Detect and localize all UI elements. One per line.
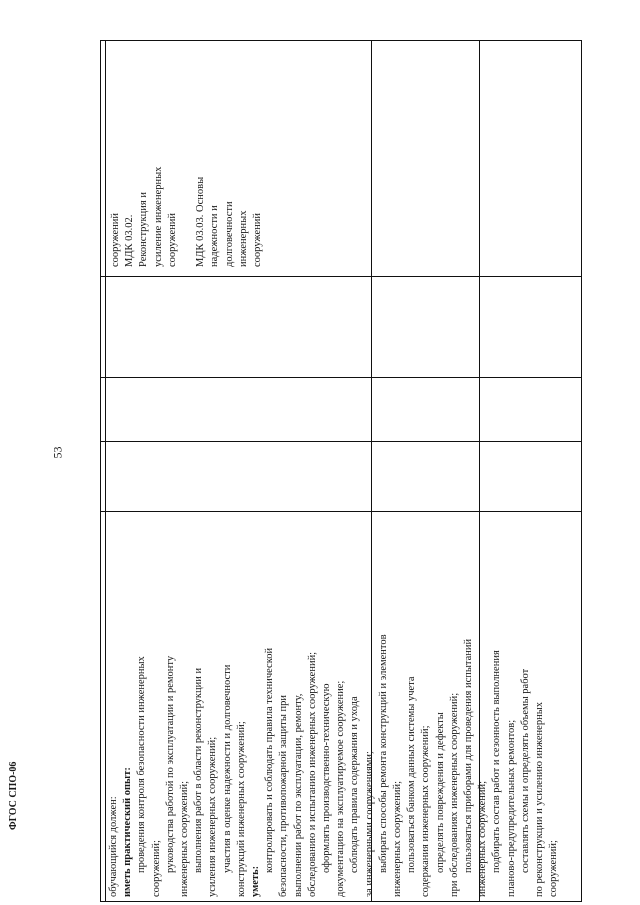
skill-line: участия в оценке надежности и долговечности: [221, 664, 233, 873]
courses-cell: [109, 167, 265, 267]
course-line: сооружений: [252, 212, 264, 267]
skill-line: при обследованиях инженерных сооружений;: [448, 692, 460, 897]
course-line: МДК 03.02.: [124, 214, 136, 267]
skill-line: контролировать и соблюдать правила технической: [264, 647, 276, 873]
skill-line: сооружений;: [150, 840, 162, 897]
skill-line: уметь:: [250, 865, 262, 897]
skills-cell: [107, 634, 562, 897]
skill-line: обучающийся должен:: [108, 796, 119, 897]
skill-line: соблюдать правила содержания и ухода: [349, 696, 361, 873]
skill-line: инженерных сооружений;: [179, 780, 191, 897]
skill-line: инженерных сооружений;: [392, 780, 404, 897]
skill-line: сооружений;: [548, 840, 560, 897]
skill-line: усиления инженерных сооружений;: [207, 736, 219, 897]
course-line: сооружений: [110, 212, 121, 267]
skill-line: содержания инженерных сооружений;: [420, 725, 432, 897]
skill-line: оформлять производственно-техническую: [321, 683, 333, 873]
page-number: 53: [50, 446, 65, 459]
skill-line: безопасности, противопожарной защиты при: [278, 695, 290, 897]
course-line: сооружений: [166, 212, 178, 267]
skill-line: руководства работой по эксплуатации и ремонту: [164, 655, 176, 873]
course-line: долговечности: [223, 201, 235, 267]
skill-line: выполнения работ в области реконструкции и: [193, 667, 205, 873]
course-line: надежности и: [209, 205, 221, 267]
course-line: усиление инженерных: [152, 166, 164, 267]
row-divider: [101, 511, 581, 512]
skill-line: пользоваться банком данных системы учета: [406, 676, 418, 873]
skill-line: иметь практический опыт:: [122, 767, 134, 897]
document-footer: ФГОС СПО-06: [8, 761, 19, 830]
skill-line: по реконструкции и усилению инженерных: [534, 701, 546, 897]
skill-line: подбирать состав работ и сезонность выполнения: [491, 650, 503, 873]
skill-line: выбирать способы ремонта конструкций и элементов: [377, 634, 389, 873]
skill-line: за инженерными сооружениями;: [363, 751, 375, 897]
row-divider: [101, 377, 581, 378]
skill-line: документацию на эксплуатируемое сооружение;: [335, 680, 347, 897]
skill-line: определять повреждения и дефекты: [434, 712, 446, 873]
skill-line: обследованию и испытанию инженерных сооружений;: [306, 651, 318, 897]
skill-line: пользоваться приборами для проведения испытаний: [463, 638, 475, 873]
course-line: МДК 03.03. Основы: [195, 176, 207, 267]
curriculum-table: [100, 40, 582, 902]
skill-line: составлять схемы и определять объемы работ: [519, 668, 531, 873]
column-divider: [105, 41, 106, 901]
course-line: [180, 167, 194, 267]
skill-line: инженерных сооружений;: [477, 780, 489, 897]
skill-line: проведения контроля безопасности инженерных: [136, 656, 148, 873]
skill-line: конструкций инженерных сооружений;: [235, 721, 247, 897]
course-line: инженерных: [237, 210, 249, 267]
skill-line: выполнении работ по эксплуатации, ремонту,: [292, 693, 304, 897]
skill-line: планово-предупредительных ремонтов;: [505, 719, 517, 897]
row-divider: [101, 276, 581, 277]
course-line: Реконструкция и: [138, 192, 150, 267]
row-divider: [101, 441, 581, 442]
